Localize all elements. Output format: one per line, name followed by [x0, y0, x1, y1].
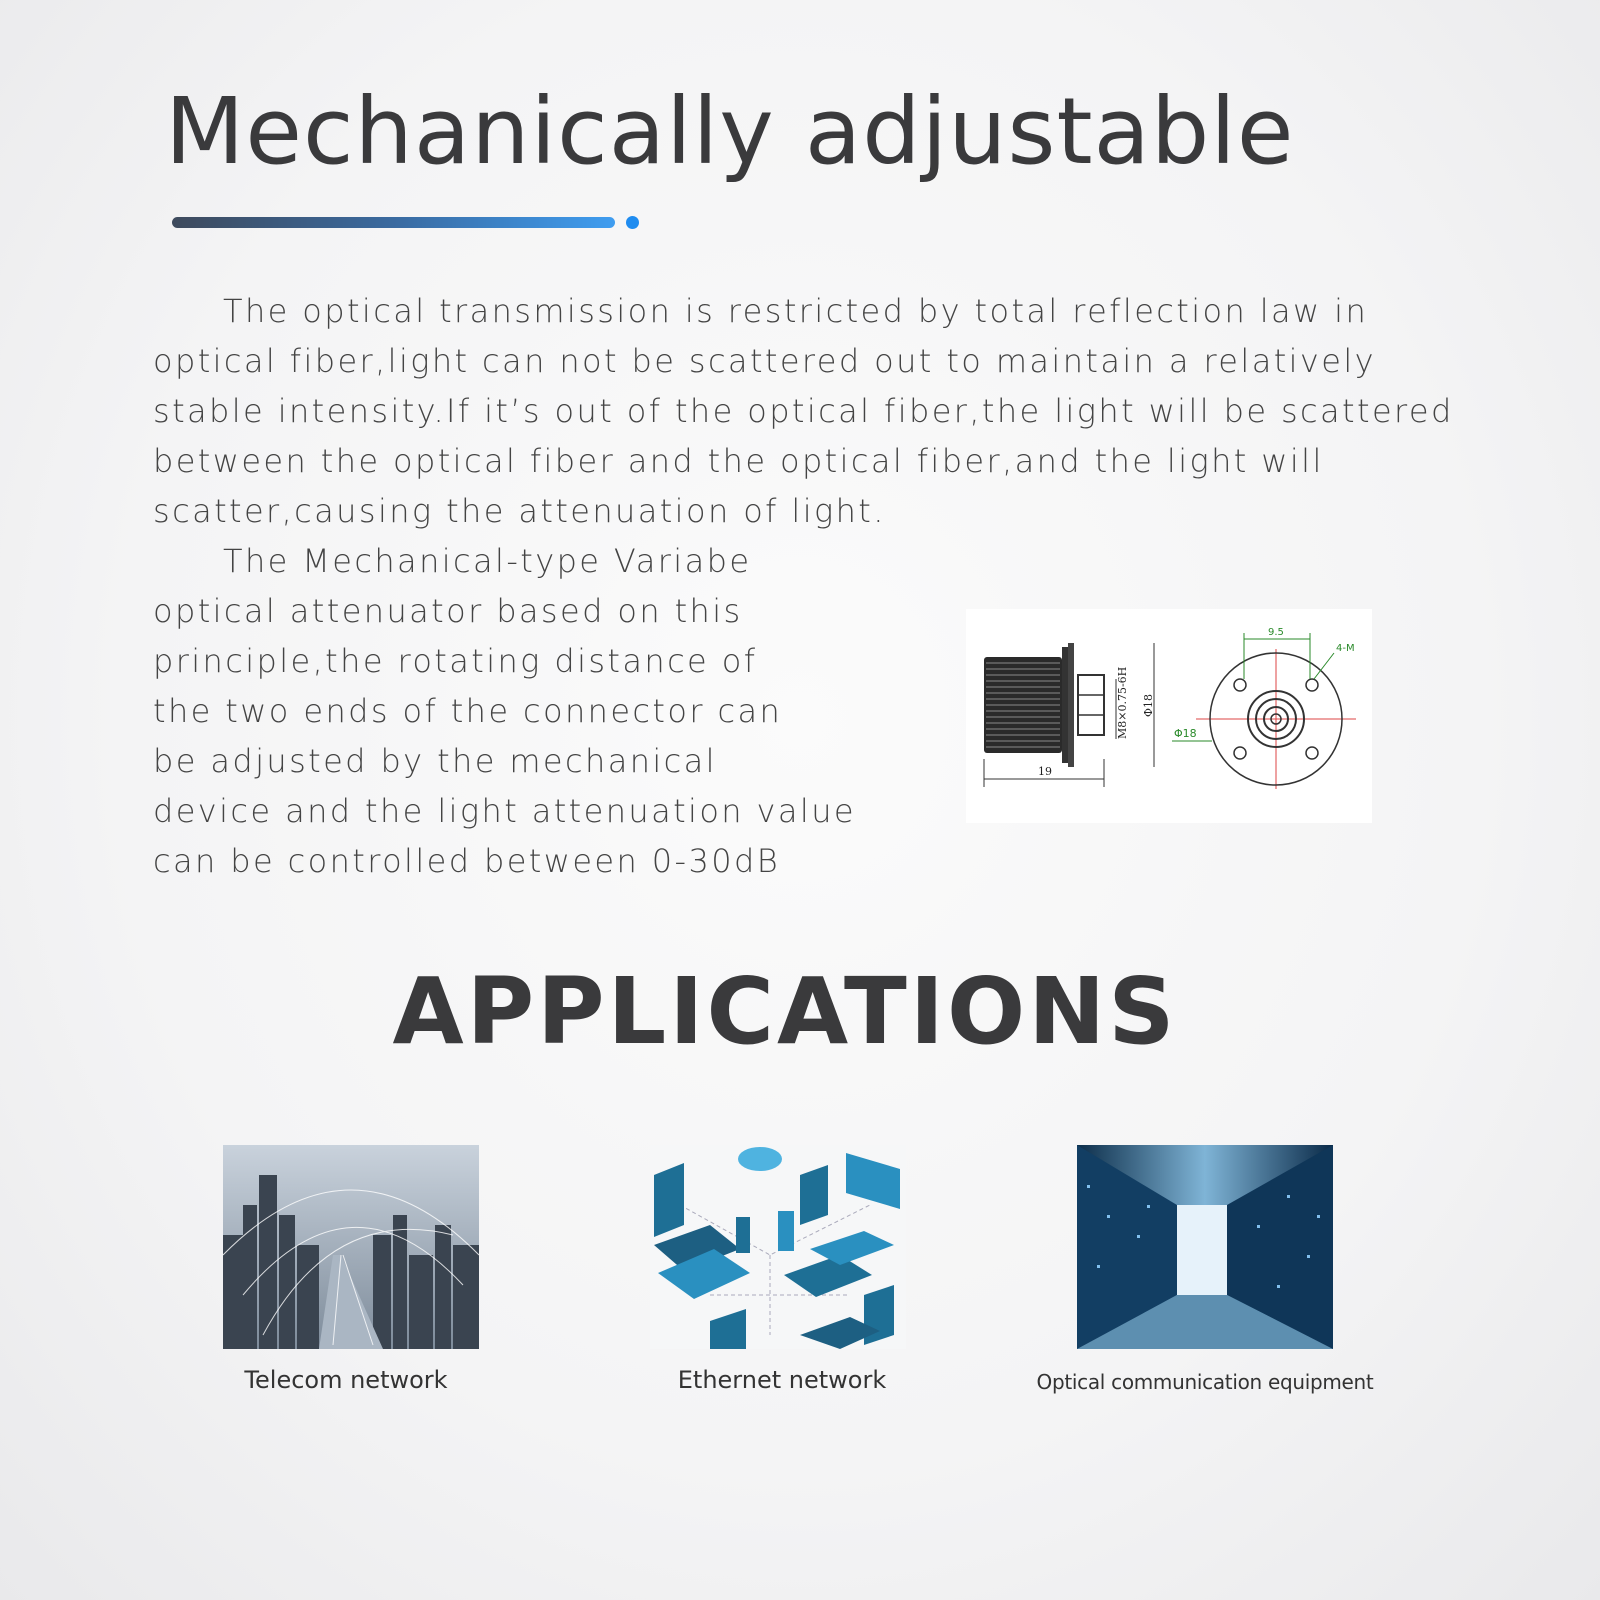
paragraph-line: stable intensity.If it’s out of the optical fiber,the light will be scattered: [153, 392, 1454, 430]
attenuator-drawing-icon: [966, 609, 1372, 823]
applications-title: APPLICATIONS: [392, 958, 1178, 1065]
paragraph-line: The Mechanical-type Variabe: [223, 542, 752, 580]
paragraph-line: between the optical fiber and the optical fiber,and the light will: [153, 442, 1324, 480]
technical-drawing: [966, 609, 1372, 823]
principle-paragraph: [153, 536, 856, 886]
hole-spacing-dimension: 9.5: [1268, 627, 1284, 638]
isometric-devices-icon: [650, 1145, 906, 1349]
paragraph-line: optical attenuator based on this: [153, 592, 743, 630]
title-underline-dot: [626, 216, 639, 229]
title-underline: [172, 217, 615, 228]
holes-dimension: 4-M: [1336, 643, 1355, 654]
paragraph-line: optical fiber,light can not be scattered out to maintain a relatively: [153, 342, 1376, 380]
ethernet-network-image: [650, 1145, 906, 1349]
side-dimension: Φ18: [1142, 693, 1155, 717]
ethernet-network-caption: Ethernet network: [677, 1366, 887, 1394]
telecom-network-caption: Telecom network: [244, 1366, 448, 1394]
server-room-photo-icon: [1077, 1145, 1333, 1349]
optical-equipment-caption: Optical communication equipment: [1036, 1370, 1374, 1394]
thread-dimension: M8×0.75-6H: [1116, 666, 1129, 739]
telecom-network-image: [223, 1145, 479, 1349]
paragraph-line: be adjusted by the mechanical: [153, 742, 717, 780]
paragraph-line: The optical transmission is restricted by total reflection law in: [223, 292, 1369, 330]
optical-equipment-image: [1077, 1145, 1333, 1349]
paragraph-line: device and the light attenuation value: [153, 792, 856, 830]
paragraph-line: scatter,causing the attenuation of light.: [153, 492, 886, 530]
length-dimension: 19: [1038, 765, 1052, 778]
page-title: Mechanically adjustable: [165, 78, 1295, 185]
city-network-photo-icon: [223, 1145, 479, 1349]
intro-paragraph: [153, 286, 1454, 536]
paragraph-line: the two ends of the connector can: [153, 692, 783, 730]
diameter-dimension: Φ18: [1174, 727, 1197, 740]
paragraph-line: principle,the rotating distance of: [153, 642, 758, 680]
paragraph-line: can be controlled between 0-30dB: [153, 842, 781, 880]
